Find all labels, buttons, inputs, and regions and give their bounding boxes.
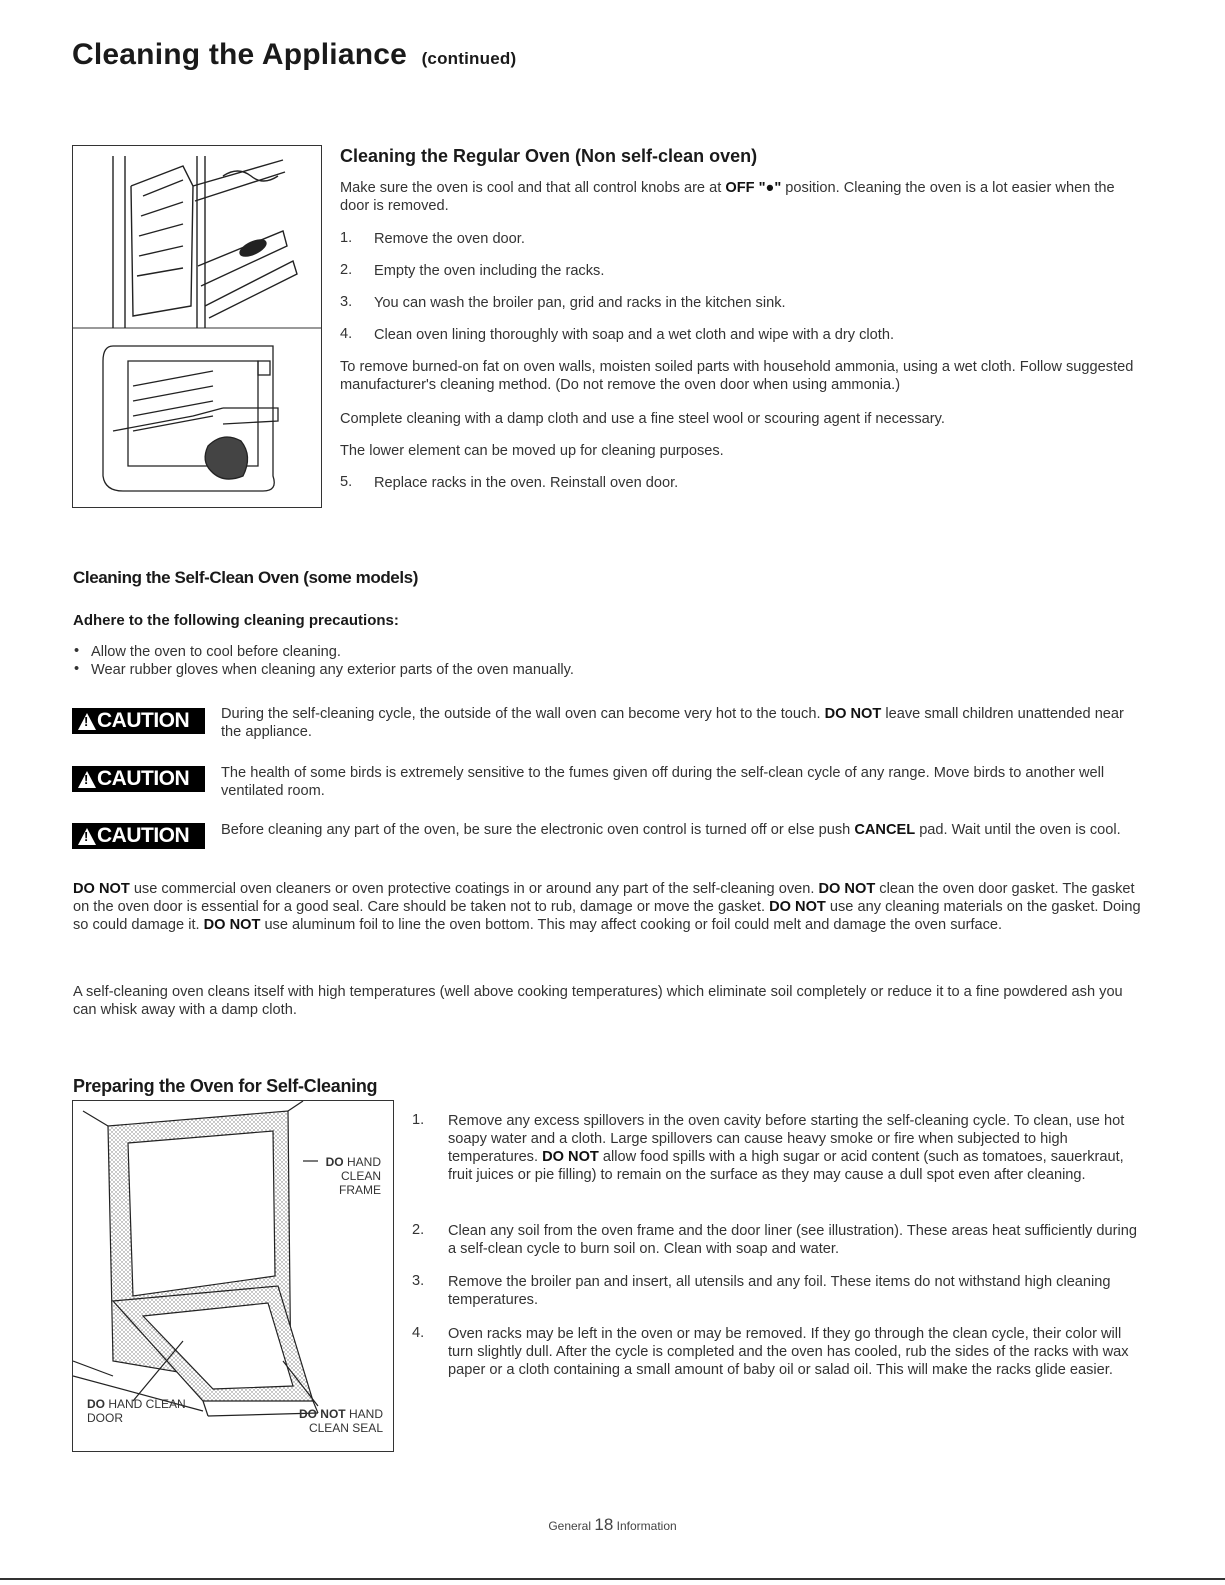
caution-text xyxy=(221,821,1141,839)
regular-oven-section xyxy=(340,146,1140,167)
step-text: You can wash the broiler pan, grid and racks in the kitchen sink. xyxy=(374,295,786,311)
warn-text-b: clean the oven door gasket. The gasket on the oven door is essential for a good seal. Care should be taken not to rub, damage or move the gasket. xyxy=(73,881,1135,915)
prep-step1-text-a: Remove any excess spillovers in the oven cavity before starting the self-cleaning cycle. To clean, use hot soapy water and a cloth. Large spillovers can cause heavy smoke or fire when subjected to high temperatures. xyxy=(448,1113,1125,1165)
step-number: 4. xyxy=(340,326,353,342)
cancel-pad: CANCEL xyxy=(854,822,916,838)
step-text: Clean oven lining thoroughly with soap and a wet cloth and wipe with a dry cloth. xyxy=(374,327,895,343)
step-text: Clean any soil from the oven frame and the door liner (see illustration). These areas heat sufficiently during a self-clean cycle to burn soil on. Clean with soap and water. xyxy=(448,1223,1137,1257)
warning-triangle-icon xyxy=(78,713,96,730)
caution1-text-a: During the self-cleaning cycle, the outside of the wall oven can become very hot to the touch. xyxy=(221,706,825,722)
page-title xyxy=(72,38,516,72)
do-not-emphasis: DO NOT xyxy=(203,917,261,933)
step-number: 4. xyxy=(412,1325,425,1341)
door-label-do: DO xyxy=(87,1397,105,1411)
warning-triangle-icon xyxy=(78,771,96,788)
step-text: Empty the oven including the racks. xyxy=(374,263,605,279)
do-not-emphasis: DO NOT xyxy=(818,881,876,897)
caution-label xyxy=(72,766,205,792)
self-clean-heading: Cleaning the Self-Clean Oven (some models) xyxy=(73,568,418,587)
caution1-text-c: leave small children unattended near the appliance. xyxy=(221,706,1124,740)
lower-element-paragraph: The lower element can be moved up for cleaning purposes. xyxy=(340,443,724,459)
precautions-heading: Adhere to the following cleaning precautions: xyxy=(73,612,399,629)
seal-label xyxy=(278,1407,383,1435)
warn-text-c: use any cleaning materials on the gasket. Doing so could damage it. xyxy=(73,899,1141,933)
door-label xyxy=(87,1397,187,1425)
warn-text-a: use commercial oven cleaners or oven protective coatings in or around any part of the self-cleaning oven. xyxy=(129,881,819,897)
step-number: 3. xyxy=(412,1273,425,1289)
intro-text-b: position. Cleaning the oven is a lot easier when the door is removed. xyxy=(340,180,1115,214)
caution3-text-c: pad. Wait until the oven is cool. xyxy=(915,822,1121,838)
frame-label-do: DO xyxy=(325,1155,344,1169)
caution3-text-a: Before cleaning any part of the oven, be sure the electronic oven control is turned off or else push xyxy=(221,822,855,838)
regular-oven-heading: Cleaning the Regular Oven (Non self-clean oven) xyxy=(340,146,758,166)
warning-triangle-icon xyxy=(78,828,96,845)
ammonia-paragraph: To remove burned-on fat on oven walls, moisten soiled parts with household ammonia, using a wet cloth. Follow suggested manufacturer's cleaning method. (Do not remove the oven door when using ammonia.) xyxy=(340,359,1134,393)
do-not-emphasis: DO NOT xyxy=(769,899,826,915)
step-number: 5. xyxy=(340,474,353,490)
preparing-heading: Preparing the Oven for Self-Cleaning xyxy=(73,1076,378,1096)
do-not-warning-paragraph xyxy=(73,880,1141,934)
caution-label-text: CAUTION xyxy=(97,709,190,732)
self-clean-description: A self-cleaning oven cleans itself with high temperatures (well above cooking temperatures) which eliminate soil completely or reduce it to a fine powdered ash you can whisk away with a damp cloth. xyxy=(73,984,1123,1018)
step-text: Replace racks in the oven. Reinstall oven door. xyxy=(374,475,679,491)
caution-label-text: CAUTION xyxy=(97,824,190,847)
frame-label xyxy=(321,1155,381,1197)
page-title-text: Cleaning the Appliance xyxy=(72,38,408,71)
prep-step1-do-not: DO NOT xyxy=(542,1149,599,1165)
caution-text: The health of some birds is extremely sensitive to the fumes given off during the self-clean cycle of any range. Move birds to another well ventilated room. xyxy=(221,765,1105,799)
bottom-rule xyxy=(0,1578,1225,1580)
footer-left: General xyxy=(548,1519,592,1533)
caution-label xyxy=(72,823,205,849)
step-text: Oven racks may be left in the oven or may be removed. If they go through the clean cycle, their color will turn slightly dull. After the cycle is completed and the oven has cooled, rub the sides of the racks with wax paper or a cloth containing a small amount of baby oil or salad oil. This will make the racks glide easier. xyxy=(448,1326,1129,1378)
caution-label xyxy=(72,708,205,734)
bullet-dot: • xyxy=(74,643,80,659)
caution-text xyxy=(221,705,1141,741)
step-number: 2. xyxy=(412,1222,425,1238)
steel-wool-paragraph: Complete cleaning with a damp cloth and use a fine steel wool or scouring agent if necessary. xyxy=(340,411,945,427)
seal-label-do-not: DO NOT xyxy=(298,1407,346,1421)
intro-text-a: Make sure the oven is cool and that all control knobs are at xyxy=(340,180,726,196)
page-footer xyxy=(0,1515,1225,1535)
oven-door-removal-drawing xyxy=(73,146,321,507)
step-number: 3. xyxy=(340,294,353,310)
caution1-do-not: DO NOT xyxy=(824,706,882,722)
page-title-suffix: (continued) xyxy=(421,49,517,68)
seal-label-text: HAND CLEAN SEAL xyxy=(308,1407,383,1435)
caution-label-text: CAUTION xyxy=(97,767,190,790)
precaution-bullet: Wear rubber gloves when cleaning any exterior parts of the oven manually. xyxy=(91,662,574,678)
step-text: Remove the oven door. xyxy=(374,231,525,247)
oven-self-clean-illustration xyxy=(72,1100,394,1452)
frame-label-text: HAND CLEAN FRAME xyxy=(339,1155,381,1197)
warn-text-d: use aluminum foil to line the oven bottom. This may affect cooking or foil could melt and damage the oven surface. xyxy=(260,917,1003,933)
bullet-dot: • xyxy=(74,661,80,677)
step-number: 2. xyxy=(340,262,353,278)
page-number: 18 xyxy=(594,1515,614,1534)
precaution-bullet: Allow the oven to cool before cleaning. xyxy=(91,644,341,660)
step-text xyxy=(448,1112,1140,1184)
do-not-emphasis: DO NOT xyxy=(73,881,130,897)
prep-step1-text-c: allow food spills with a high sugar or acid content (such as tomatoes, sauerkraut, fruit juices or pie filling) to remain on the surface as they may cause a dull spot even after cleaning. xyxy=(448,1149,1124,1183)
regular-oven-illustration xyxy=(72,145,322,508)
regular-oven-intro xyxy=(340,179,1140,215)
door-label-text: HAND CLEAN DOOR xyxy=(87,1397,186,1425)
step-number: 1. xyxy=(412,1112,425,1128)
step-text: Remove the broiler pan and insert, all utensils and any foil. These items do not withstand high cleaning temperatures. xyxy=(448,1274,1111,1308)
step-number: 1. xyxy=(340,230,353,246)
footer-right: Information xyxy=(616,1519,677,1533)
off-position: OFF "●" xyxy=(725,180,782,196)
